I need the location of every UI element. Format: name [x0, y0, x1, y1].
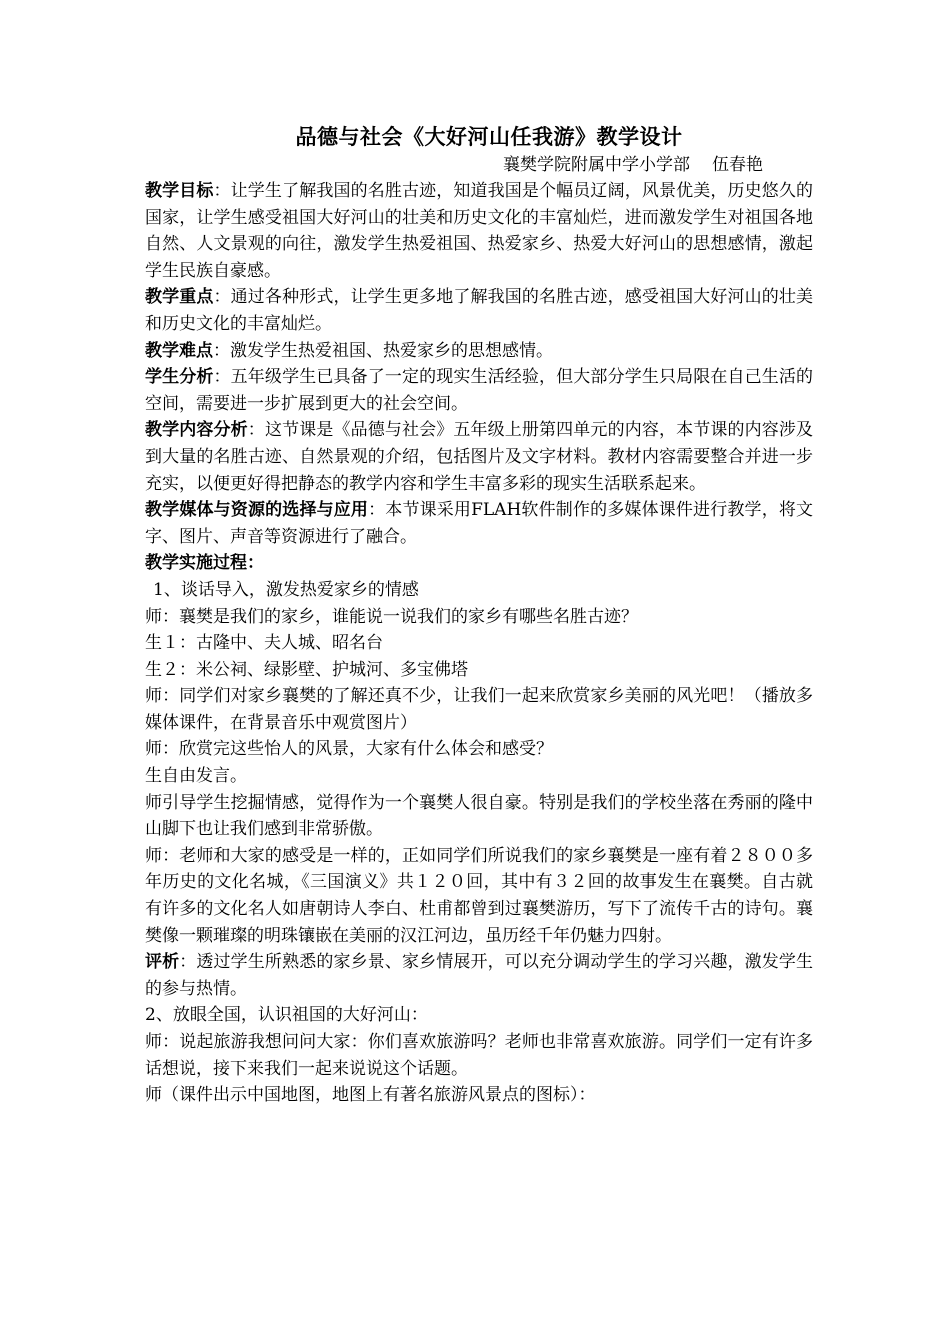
section-text: 激发学生热爱祖国、热爱家乡的思想感情。: [230, 340, 553, 361]
section-content-analysis: 教学内容分析：这节课是《品德与社会》五年级上册第四单元的内容，本节课的内容涉及到大量的名胜古迹、自然景观的介绍，包括图片及文字材料。教材内容需要整合并进一步充实，以便更好得把静态的教学内容和学生丰富多彩的现实生活联系起来。: [145, 420, 814, 494]
paragraph-dialogue: 生２：米公祠、绿影壁、护城河、多宝佛塔: [145, 659, 468, 680]
document-page: [145, 122, 813, 1109]
section-text: 透过学生所熟悉的家乡景、家乡情展开，可以充分调动学生的学习兴趣，激发学生的参与热情。: [145, 952, 814, 999]
section-text: 通过各种形式，让学生更多地了解我国的名胜古迹，感受祖国大好河山的壮美和历史文化的丰富灿烂。: [145, 287, 814, 334]
author-name: 伍春艳: [712, 155, 763, 175]
section-label: 教学目标: [145, 181, 214, 201]
paragraph-dialogue: 师（课件出示中国地图，地图上有著名旅游风景点的图标）：: [145, 1085, 596, 1106]
section-label: 教学实施过程: [145, 553, 247, 574]
section-media: 教学媒体与资源的选择与应用：本节课采用FLAH软件制作的多媒体课件进行教学，将文字、图片、声音等资源进行了融合。: [145, 500, 814, 547]
section-difficulty: 教学难点：激发学生热爱祖国、热爱家乡的思想感情。: [145, 340, 553, 361]
section-label: 评析: [145, 952, 180, 973]
section-label: 学生分析: [145, 367, 214, 388]
paragraph-dialogue: 师：老师和大家的感受是一样的，正如同学们所说我们的家乡襄樊是一座有着２８００多年历史的文化名城，《三国演义》共１２０回，其中有３２回的故事发生在襄樊。自古就有许多的文化名人如唐朝诗人李白、杜甫都曾到过襄樊游历，写下了流传千古的诗句。襄樊像一颗璀璨的明珠镶嵌在美丽的汉江河边，虽历经千年仍魅力四射。: [145, 845, 813, 946]
section-comment: 评析：透过学生所熟悉的家乡景、家乡情展开，可以充分调动学生的学习兴趣，激发学生的参与热情。: [145, 952, 814, 999]
section-label: 教学重点: [145, 287, 214, 308]
author-line: [145, 152, 763, 178]
section-text: 五年级学生已具备了一定的现实生活经验，但大部分学生只局限在自己生活的空间，需要进一步扩展到更大的社会空间。: [145, 367, 814, 414]
paragraph-dialogue: 师：说起旅游我想问问大家：你们喜欢旅游吗？老师也非常喜欢旅游。同学们一定有许多话想说，接下来我们一起来说说这个话题。: [145, 1032, 813, 1079]
section-key-points: 教学重点：通过各种形式，让学生更多地了解我国的名胜古迹，感受祖国大好河山的壮美和历史文化的丰富灿烂。: [145, 287, 814, 334]
section-text: 让学生了解我国的名胜古迹，知道我国是个幅员辽阔，风景优美，历史悠久的国家，让学生感受祖国大好河山的壮美和历史文化的丰富灿烂，进而激发学生对祖国各地自然、人文景观的向往，激发学生热爱祖国、热爱家乡、热爱大好河山的思想感情，激起学生民族自豪感。: [145, 181, 814, 281]
section-label: 教学内容分析: [145, 420, 248, 441]
paragraph-step-1: 1、谈话导入，激发热爱家乡的情感: [153, 579, 419, 600]
paragraph-dialogue: 生１：古隆中、夫人城、昭名台: [145, 633, 383, 654]
section-process: 教学实施过程：: [145, 553, 264, 574]
section-student-analysis: 学生分析：五年级学生已具备了一定的现实生活经验，但大部分学生只局限在自己生活的空间，需要进一步扩展到更大的社会空间。: [145, 367, 814, 414]
section-label: 教学难点: [145, 340, 213, 361]
paragraph-dialogue: 生自由发言。: [145, 766, 247, 787]
paragraph-dialogue: 师：襄樊是我们的家乡，谁能说一说我们的家乡有哪些名胜古迹？: [145, 606, 638, 627]
author-school: 襄樊学院附属中学小学部: [503, 155, 690, 175]
paragraph-dialogue: 师：欣赏完这些怡人的风景，大家有什么体会和感受？: [145, 739, 553, 760]
section-text: 这节课是《品德与社会》五年级上册第四单元的内容，本节课的内容涉及到大量的名胜古迹、自然景观的介绍，包括图片及文字材料。教材内容需要整合并进一步充实，以便更好得把静态的教学内容和学生丰富多彩的现实生活联系起来。: [145, 420, 814, 494]
document-title: 品德与社会《大好河山任我游》教学设计: [295, 124, 683, 149]
section-goals: 教学目标：让学生了解我国的名胜古迹，知道我国是个幅员辽阔，风景优美，历史悠久的国家，让学生感受祖国大好河山的壮美和历史文化的丰富灿烂，进而激发学生对祖国各地自然、人文景观的向往，激发学生热爱祖国、热爱家乡、热爱大好河山的思想感情，激起学生民族自豪感。: [145, 181, 814, 281]
section-text: 本节课采用FLAH软件制作的多媒体课件进行教学，将文字、图片、声音等资源进行了融合。: [145, 500, 814, 547]
paragraph-dialogue: 师：同学们对家乡襄樊的了解还真不少，让我们一起来欣赏家乡美丽的风光吧！（播放多媒体课件，在背景音乐中观赏图片）: [145, 686, 813, 733]
paragraph-dialogue: 师引导学生挖掘情感，觉得作为一个襄樊人很自豪。特别是我们的学校坐落在秀丽的隆中山脚下也让我们感到非常骄傲。: [145, 792, 813, 840]
paragraph-step-2: 2、放眼全国，认识祖国的大好河山：: [145, 1005, 428, 1026]
section-label: 教学媒体与资源的选择与应用: [145, 500, 369, 521]
